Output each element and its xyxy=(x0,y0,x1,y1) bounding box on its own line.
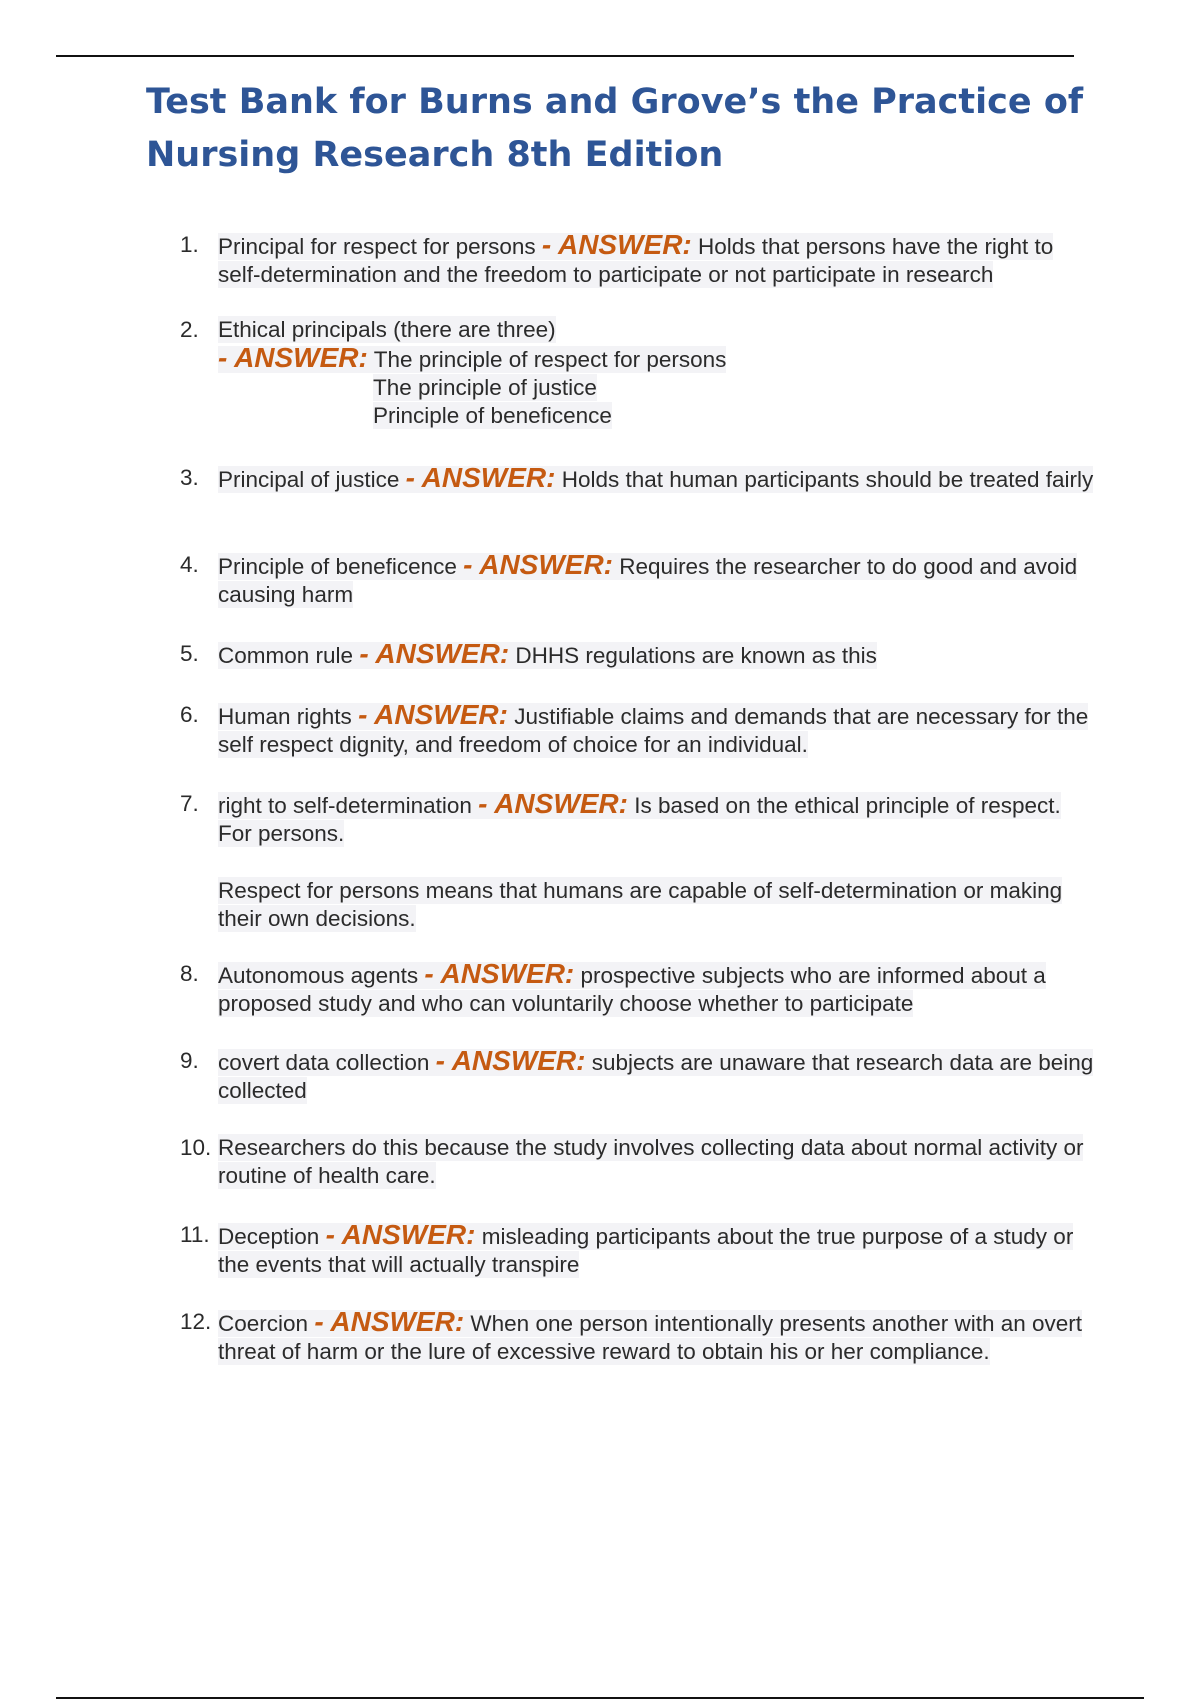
item-term: covert data collection xyxy=(218,1050,430,1075)
item-body xyxy=(218,701,1098,759)
item-term: Deception xyxy=(218,1224,320,1249)
answer-label: - ANSWER: xyxy=(358,699,508,730)
item-number: 8. xyxy=(180,961,199,986)
item-answer: Justifiable claims and demands that are necessary for the self respect dignity, and freedom of choice for an individual. xyxy=(218,704,1089,757)
answer-label: - ANSWER: xyxy=(405,462,556,493)
answer-label: - ANSWER: xyxy=(314,1306,465,1337)
item-body xyxy=(218,960,1098,1018)
item-number: 6. xyxy=(180,702,199,727)
answer-label: - ANSWER: xyxy=(218,342,368,373)
item-answer: Holds that persons have the right to self-determination and the freedom to participate or not participate in research xyxy=(218,234,1054,287)
item-answer: Holds that human participants should be treated fairly xyxy=(561,467,1094,492)
item-answer-line: The principle of justice xyxy=(373,375,597,400)
item-term: Coercion xyxy=(218,1311,309,1336)
top-rule xyxy=(56,55,1074,57)
item-body xyxy=(218,464,1098,494)
item-number: 10. xyxy=(180,1135,212,1160)
item-term: Principal for respect for persons xyxy=(218,234,536,259)
item-term: Human rights xyxy=(218,704,352,729)
answer-label: - ANSWER: xyxy=(463,549,614,580)
item-body xyxy=(218,1047,1098,1105)
answer-label: - ANSWER: xyxy=(424,958,575,989)
item-number: 3. xyxy=(180,465,199,490)
answer-label: - ANSWER: xyxy=(541,229,692,260)
item-number: 2. xyxy=(180,317,199,342)
item-text: Researchers do this because the study involves collecting data about normal activity or routine of health care. xyxy=(218,1135,1084,1188)
bottom-rule xyxy=(56,1697,1144,1699)
answer-label: - ANSWER: xyxy=(325,1219,476,1250)
item-answer: misleading participants about the true purpose of a study or the events that will actually transpire xyxy=(218,1224,1074,1277)
item-answer: DHHS regulations are known as this xyxy=(515,643,877,668)
item-body xyxy=(218,790,1098,933)
item-term: Principle of beneficence xyxy=(218,554,457,579)
answer-label: - ANSWER: xyxy=(435,1045,586,1076)
item-number: 5. xyxy=(180,641,199,666)
item-body xyxy=(218,640,1098,670)
item-body xyxy=(218,1134,1098,1190)
document-title: Test Bank for Burns and Grove’s the Practice of Nursing Research 8th Edition xyxy=(146,82,1084,175)
item-term: Autonomous agents xyxy=(218,963,419,988)
item-number: 7. xyxy=(180,791,199,816)
item-body xyxy=(218,1221,1098,1279)
item-answer-line: The principle of respect for persons xyxy=(373,347,727,372)
item-body xyxy=(218,316,1098,430)
item-number: 4. xyxy=(180,552,199,577)
item-term: Ethical principals (there are three) xyxy=(218,317,556,342)
item-answer: subjects are unaware that research data are being collected xyxy=(218,1050,1094,1103)
item-answer: Requires the researcher to do good and avoid causing harm xyxy=(218,554,1078,607)
item-number: 11. xyxy=(180,1222,210,1247)
item-extra-paragraph: Respect for persons means that humans are capable of self-determination or making their own decisions. xyxy=(218,878,1063,931)
item-number: 12. xyxy=(180,1309,212,1334)
item-term: Common rule xyxy=(218,643,354,668)
answer-label: - ANSWER: xyxy=(478,788,628,819)
item-body xyxy=(218,1308,1098,1366)
item-answer: Is based on the ethical principle of respect. For persons. xyxy=(218,793,1061,846)
item-answer: prospective subjects who are informed about a proposed study and who can voluntarily choose whether to participate xyxy=(218,963,1046,1016)
item-number: 9. xyxy=(180,1048,199,1073)
answer-label: - ANSWER: xyxy=(359,638,510,669)
item-term: right to self-determination xyxy=(218,793,472,818)
item-answer: When one person intentionally presents another with an overt threat of harm or the lure of excessive reward to obtain his or her compliance. xyxy=(218,1311,1083,1364)
item-body xyxy=(218,231,1098,289)
item-term: Principal of justice xyxy=(218,467,400,492)
item-number: 1. xyxy=(180,232,199,257)
item-body xyxy=(218,551,1098,609)
item-answer-line: Principle of beneficence xyxy=(373,403,612,428)
